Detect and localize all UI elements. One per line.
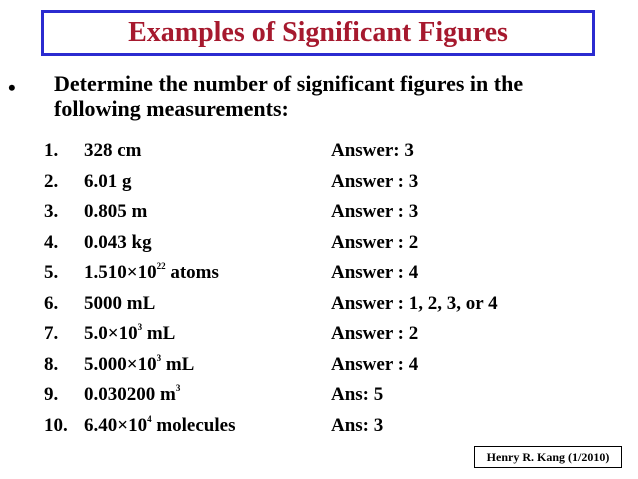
list-item — [44, 384, 604, 415]
item-measurement: 6.01 g — [84, 170, 132, 192]
item-answer: Answer : 4 — [331, 353, 419, 375]
item-number: 6. — [44, 292, 59, 314]
item-number: 9. — [44, 384, 59, 405]
item-measurement: $5.000\times 10^3$ mL — [84, 352, 195, 375]
measurement-list — [44, 140, 604, 445]
item-answer: Answer : 3 — [331, 170, 419, 192]
item-measurement: 5000 mL — [84, 292, 156, 314]
item-measurement: 0.043 kg — [84, 231, 152, 253]
list-item — [44, 201, 604, 232]
item-answer: Answer: 3 — [331, 140, 414, 161]
credit-box — [474, 446, 622, 468]
list-item — [44, 415, 604, 446]
list-item — [44, 171, 604, 202]
item-number: 8. — [44, 353, 59, 375]
item-number: 3. — [44, 201, 59, 222]
slide-title: Examples of Significant Figures — [128, 17, 508, 48]
item-answer: Answer : 1, 2, 3, or 4 — [331, 292, 498, 314]
bullet-icon: • — [8, 75, 16, 100]
item-answer: Answer : 2 — [331, 231, 419, 253]
credit-text: Henry R. Kang (1/2010) — [486, 449, 610, 464]
list-item — [44, 262, 604, 293]
item-number: 2. — [44, 170, 59, 192]
item-number: 1. — [44, 140, 59, 161]
item-answer: Answer : 3 — [331, 201, 419, 222]
item-measurement: 0.030200 $m^3$ — [84, 383, 181, 405]
item-measurement: $5.0\times 10^3$ mL — [84, 322, 176, 344]
item-measurement: 328 cm — [84, 140, 142, 161]
item-number: 4. — [44, 231, 59, 253]
list-item — [44, 293, 604, 324]
item-number: 7. — [44, 323, 59, 344]
item-answer: Ans: 3 — [331, 414, 384, 436]
list-item — [44, 323, 604, 354]
item-answer: Answer : 2 — [331, 323, 419, 344]
list-item — [44, 140, 604, 171]
item-number: 5. — [44, 262, 59, 283]
list-item — [44, 232, 604, 263]
item-measurement: $6.40\times 10^4$ molecules — [84, 413, 236, 436]
item-number: 10. — [44, 414, 68, 436]
item-measurement: 0.805 m — [84, 201, 148, 222]
list-item — [44, 354, 604, 385]
item-answer: Ans: 5 — [331, 384, 384, 405]
question-text: Determine the number of significant figures in the following measurements: — [54, 71, 524, 121]
item-answer: Answer : 4 — [331, 262, 419, 283]
item-measurement: $1.510\times 10^{22}$ atoms — [84, 261, 219, 283]
title-box — [41, 10, 595, 56]
